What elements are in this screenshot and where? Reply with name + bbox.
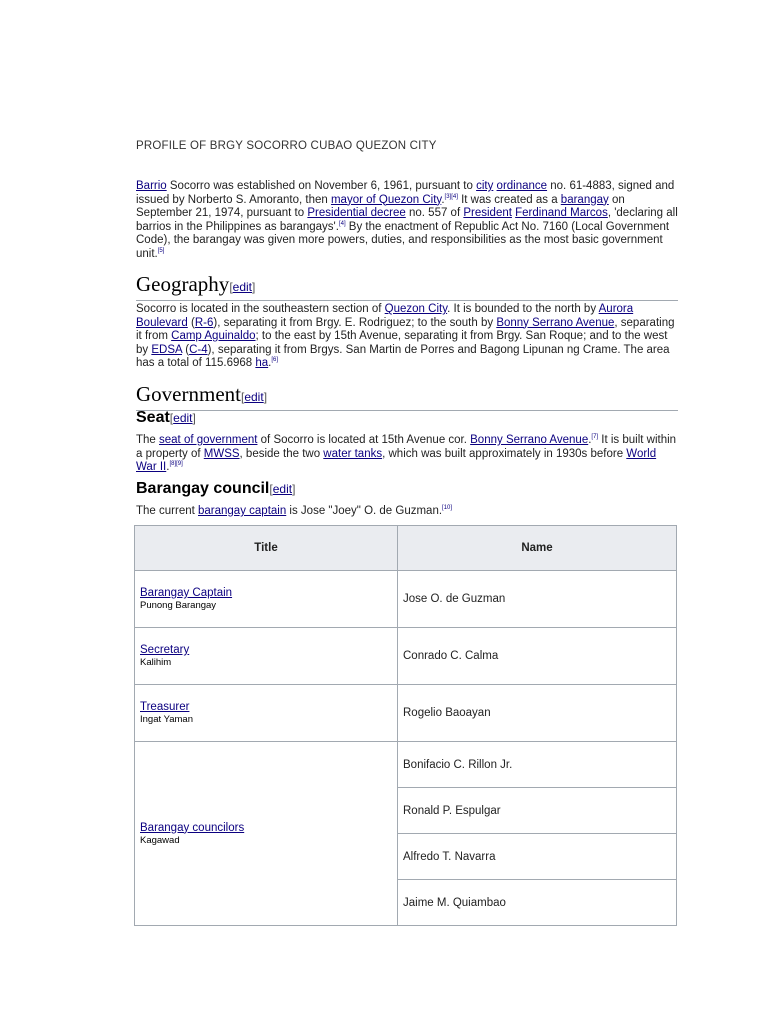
geography-text: ), separating it from Brgy. E. Rodriguez; to the south by <box>213 316 497 329</box>
role-subtitle: Kalihim <box>140 657 172 668</box>
seat-text: The <box>136 434 160 446</box>
edit-link[interactable]: edit <box>232 280 253 294</box>
link-mayor-quezon-city[interactable]: mayor of Quezon City <box>330 193 442 206</box>
intro-text: no. 557 of <box>405 207 464 219</box>
geography-text: ), separating it from Brgys. San Martin de Porres and Bagong Lipunan ng Crame. The area has a total of 115.6968 <box>136 343 670 369</box>
column-header-name: Name <box>398 526 677 571</box>
intro-text: no. 61-4883, signed and issued by Norberto S. Amoranto, then <box>136 180 675 206</box>
citation-ref[interactable]: [10] <box>442 505 453 512</box>
link-r6[interactable]: R-6 <box>194 316 214 329</box>
citation-ref[interactable]: [3][4] <box>444 193 458 200</box>
heading-seat-text: Seat <box>136 409 170 426</box>
title-cell <box>135 628 398 685</box>
name-cell: Jose O. de Guzman <box>398 571 677 628</box>
geography-text: . <box>268 357 272 369</box>
role-subtitle: Punong Barangay <box>140 600 217 611</box>
name-cell: Alfredo T. Navarra <box>398 834 677 880</box>
intro-paragraph <box>136 180 678 261</box>
edit-section: [edit] <box>229 280 256 294</box>
link-presidential-decree[interactable]: Presidential decree <box>307 207 406 219</box>
geography-text: ( <box>182 343 190 356</box>
table-row <box>135 571 677 628</box>
heading-geography <box>136 272 678 301</box>
title-cell <box>135 742 398 926</box>
geography-text: ( <box>187 316 195 329</box>
intro-text: It was created as a <box>457 193 561 206</box>
link-hectare[interactable]: ha <box>255 357 269 369</box>
link-barangay[interactable]: barangay <box>560 193 609 206</box>
name-cell: Conrado C. Calma <box>398 628 677 685</box>
role-subtitle: Ingat Yaman <box>140 714 193 725</box>
geography-text: , separating it from <box>136 316 675 342</box>
table-header-row <box>135 526 677 571</box>
seat-paragraph <box>136 434 678 475</box>
citation-ref[interactable]: [4] <box>338 220 346 227</box>
seat-text: It is built within a property of <box>136 434 677 460</box>
link-barrio[interactable]: Barrio <box>136 180 167 192</box>
heading-government-text: Government <box>136 382 241 406</box>
link-aurora-boulevard[interactable]: Aurora Boulevard <box>136 303 634 329</box>
council-text: The current <box>136 505 198 517</box>
heading-council-text: Barangay council <box>136 480 270 497</box>
intro-text: . <box>441 193 445 206</box>
name-cell: Bonifacio C. Rillon Jr. <box>398 742 677 788</box>
title-cell <box>135 685 398 742</box>
link-c4[interactable]: C-4 <box>189 343 208 356</box>
geography-text: ; to the east by 15th Avenue, separating it from Brgy. San Roque; and to the west by <box>136 330 668 356</box>
edit-section: [edit] <box>169 411 196 425</box>
citation-ref[interactable]: [8][9] <box>169 461 183 468</box>
table-row <box>135 685 677 742</box>
link-city[interactable]: city <box>476 180 494 192</box>
link-water-tanks[interactable]: water tanks <box>323 447 383 460</box>
intro-text: Socorro was established on November 6, 1961, pursuant to <box>166 180 477 192</box>
role-link[interactable]: Secretary <box>140 644 190 656</box>
council-paragraph <box>136 505 678 519</box>
geography-paragraph <box>136 303 678 371</box>
citation-ref[interactable]: [6] <box>271 357 279 364</box>
edit-link[interactable]: edit <box>244 390 264 404</box>
heading-seat <box>136 408 196 428</box>
role-link[interactable]: Treasurer <box>140 701 190 713</box>
council-text: is Jose "Joey" O. de Guzman. <box>286 505 443 517</box>
document-title: PROFILE OF BRGY SOCORRO CUBAO QUEZON CITY <box>136 140 437 152</box>
name-cell: Ronald P. Espulgar <box>398 788 677 834</box>
edit-link[interactable]: edit <box>173 411 193 425</box>
seat-text: . <box>588 434 592 446</box>
link-ferdinand-marcos[interactable]: Ferdinand Marcos <box>515 207 608 219</box>
seat-text: , beside the two <box>239 447 324 460</box>
column-header-title: Title <box>135 526 398 571</box>
name-cell: Rogelio Baoayan <box>398 685 677 742</box>
intro-text: By the enactment of Republic Act No. 7160 (Local Government Code), the barangay was given more powers, duties, and responsibilities as the most basic government unit. <box>136 220 670 260</box>
table-row <box>135 742 677 788</box>
seat-text: of Socorro is located at 15th Avenue cor. <box>257 434 471 446</box>
edit-section: [edit] <box>269 482 296 496</box>
link-bonny-serrano-avenue[interactable]: Bonny Serrano Avenue <box>470 434 589 446</box>
seat-text: , which was built approximately in 1930s before <box>382 447 627 460</box>
edit-section: [edit] <box>240 390 268 404</box>
name-cell: Jaime M. Quiambao <box>398 880 677 926</box>
role-link[interactable]: Barangay Captain <box>140 587 233 599</box>
citation-ref[interactable]: [5] <box>157 247 165 254</box>
heading-geography-text: Geography <box>136 272 230 296</box>
geography-text: . It is bounded to the north by <box>447 303 599 315</box>
edit-link[interactable]: edit <box>272 482 293 496</box>
link-bonny-serrano-avenue[interactable]: Bonny Serrano Avenue <box>496 316 615 329</box>
link-quezon-city[interactable]: Quezon City <box>384 303 448 315</box>
link-edsa[interactable]: EDSA <box>151 343 183 356</box>
barangay-council-table <box>134 525 677 926</box>
link-world-war-ii[interactable]: World War II <box>136 447 657 473</box>
table-row <box>135 628 677 685</box>
link-mwss[interactable]: MWSS <box>203 447 240 460</box>
geography-text: Socorro is located in the southeastern section of <box>136 303 385 315</box>
link-ordinance[interactable]: ordinance <box>496 180 548 192</box>
heading-barangay-council <box>136 479 295 499</box>
role-subtitle: Kagawad <box>140 834 180 846</box>
link-president[interactable]: President <box>463 207 512 219</box>
intro-text: on September 21, 1974, pursuant to <box>136 193 625 219</box>
link-barangay-captain[interactable]: barangay captain <box>198 505 287 517</box>
intro-text: , 'declaring all barrios in the Philippines as barangays'. <box>136 207 678 233</box>
link-seat-of-government[interactable]: seat of government <box>159 434 258 446</box>
seat-text: . <box>166 461 170 473</box>
heading-government <box>136 382 678 411</box>
citation-ref[interactable]: [7] <box>591 434 599 441</box>
title-cell <box>135 571 398 628</box>
link-camp-aguinaldo[interactable]: Camp Aguinaldo <box>171 330 256 342</box>
role-link[interactable]: Barangay councilors <box>140 821 245 834</box>
